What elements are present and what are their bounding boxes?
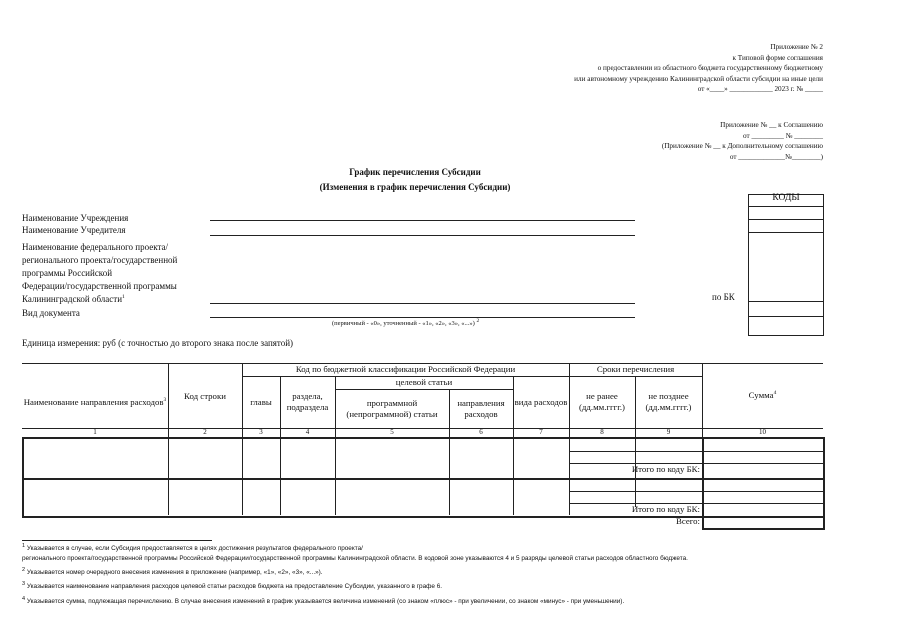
footnote-ref-1: 1 xyxy=(122,294,125,300)
appendix-line-4: или автономному учреждению Калининградской области субсидии на иные цели xyxy=(574,74,823,83)
total-bk-1-label: Итого по коду БК: xyxy=(631,464,700,474)
agreement-line-1: Приложение № __ к Соглашению xyxy=(720,121,823,129)
col-header-name: Наименование направления расходов$^3$ xyxy=(23,396,167,407)
col-group-terms: Сроки перечисления xyxy=(596,363,675,374)
total-bk-2-label: Итого по коду БК: xyxy=(631,504,700,514)
appendix-number: Приложение № 2 xyxy=(770,43,823,51)
col-num-1: 1 xyxy=(93,428,97,436)
agreement-block xyxy=(662,120,823,162)
agreement-line-4: от _____________№________) xyxy=(729,152,823,161)
codes-box xyxy=(748,194,824,336)
field-founder-line[interactable] xyxy=(210,235,635,236)
doc-type-hint: (первичный - «0», уточненный - «1», «2», «3», «...») $^2$ xyxy=(332,317,480,327)
appendix-line-2: к Типовой форме соглашения xyxy=(732,53,823,62)
col-header-not-earlier: не ранее (дд.мм.гггг.) xyxy=(579,391,625,412)
col-header-chapter: главы xyxy=(250,396,272,407)
by-bk-label: по БК xyxy=(712,292,735,302)
field-institution-line[interactable] xyxy=(210,220,635,221)
agreement-line-2: от _________ № ________ xyxy=(743,131,823,140)
footnote-4: $^4$ Указывается сумма, подлежащая перечислению. В случае внесения изменений в график указывается величина изменений (со знаком «плюс» - при увеличении, со знаком «минус» - при уменьшении). xyxy=(22,595,625,605)
col-group-target: целевой статьи xyxy=(395,377,453,387)
col-num-9: 9 xyxy=(666,428,671,436)
field-doc-type-label: Вид документа xyxy=(22,308,80,318)
col-group-bk: Код по бюджетной классификации Российской Федерации xyxy=(295,363,516,374)
footnote-1b: регионального проекта/государственной программы Российской Федерации/государственной программы Калининградской области. В кодовой зоне указываются 4 и 5 разряды целевой статьи расходов областного бюджета. xyxy=(22,555,688,562)
col-num-2: 2 xyxy=(203,428,207,436)
field-founder-label: Наименование Учредителя xyxy=(22,225,126,235)
footnote-1a: $^1$ Указывается в случае, если Субсидия предоставляется в целях достижения результатов федерального проекта/ xyxy=(22,542,363,552)
col-num-10: 10 xyxy=(759,428,766,436)
col-header-direction: направления расходов xyxy=(457,397,505,419)
col-num-5: 5 xyxy=(390,428,394,436)
appendix-line-3: о предоставлении из областного бюджета государственному бюджетному xyxy=(597,64,823,73)
page-subtitle: (Изменения в график перечисления Субсидии) xyxy=(319,182,511,192)
codes-label: КОДЫ xyxy=(772,193,800,203)
grand-total-label: Всего: xyxy=(675,516,700,526)
unit-label: Единица измерения: руб (с точностью до второго знака после запятой) xyxy=(22,338,294,348)
project-line-1: Наименование федерального проекта/ xyxy=(22,242,169,252)
col-header-code: Код строки xyxy=(184,390,226,401)
col-num-3: 3 xyxy=(259,428,263,436)
col-header-sum: Сумма$^4$ xyxy=(748,390,777,400)
col-header-program: программной (непрограммной) статьи xyxy=(346,397,438,419)
table-row[interactable] xyxy=(569,491,823,492)
col-num-6: 6 xyxy=(479,428,483,436)
appendix-header xyxy=(574,42,823,95)
field-project-label xyxy=(22,241,177,306)
project-line-2: регионального проекта/государственной xyxy=(22,255,178,265)
footnote-3: $^3$ Указывается наименование направления расходов целевой статьи расходов бюджета на предоставление Субсидии, указанного в графе 6. xyxy=(22,580,443,590)
project-line-5: Калининградской области xyxy=(22,294,123,304)
appendix-line-5: от «____» ____________ 2023 г. № _____ xyxy=(697,85,823,94)
table-row[interactable] xyxy=(569,451,823,452)
project-line-4: Федерации/государственной программы xyxy=(22,281,177,291)
field-institution-label: Наименование Учреждения xyxy=(22,213,129,223)
field-doc-type-line[interactable] xyxy=(210,317,635,318)
agreement-line-3: (Приложение № __ к Дополнительному соглашению xyxy=(661,142,823,151)
col-header-type: вида расходов xyxy=(514,396,568,407)
field-project-line[interactable] xyxy=(210,303,635,304)
footnote-2: $^2$ Указывается номер очередного внесения изменения в приложение (например, «1», «2», «3», «...»). xyxy=(22,566,323,576)
col-header-section: раздела, подраздела xyxy=(286,391,329,412)
col-num-8: 8 xyxy=(600,428,604,436)
col-header-not-later: не позднее (дд.мм.гггг.) xyxy=(645,391,692,412)
project-line-3: программы Российской xyxy=(22,268,113,278)
page-title: График перечисления Субсидии xyxy=(349,167,481,177)
col-num-4: 4 xyxy=(305,428,310,436)
col-num-7: 7 xyxy=(539,428,543,436)
